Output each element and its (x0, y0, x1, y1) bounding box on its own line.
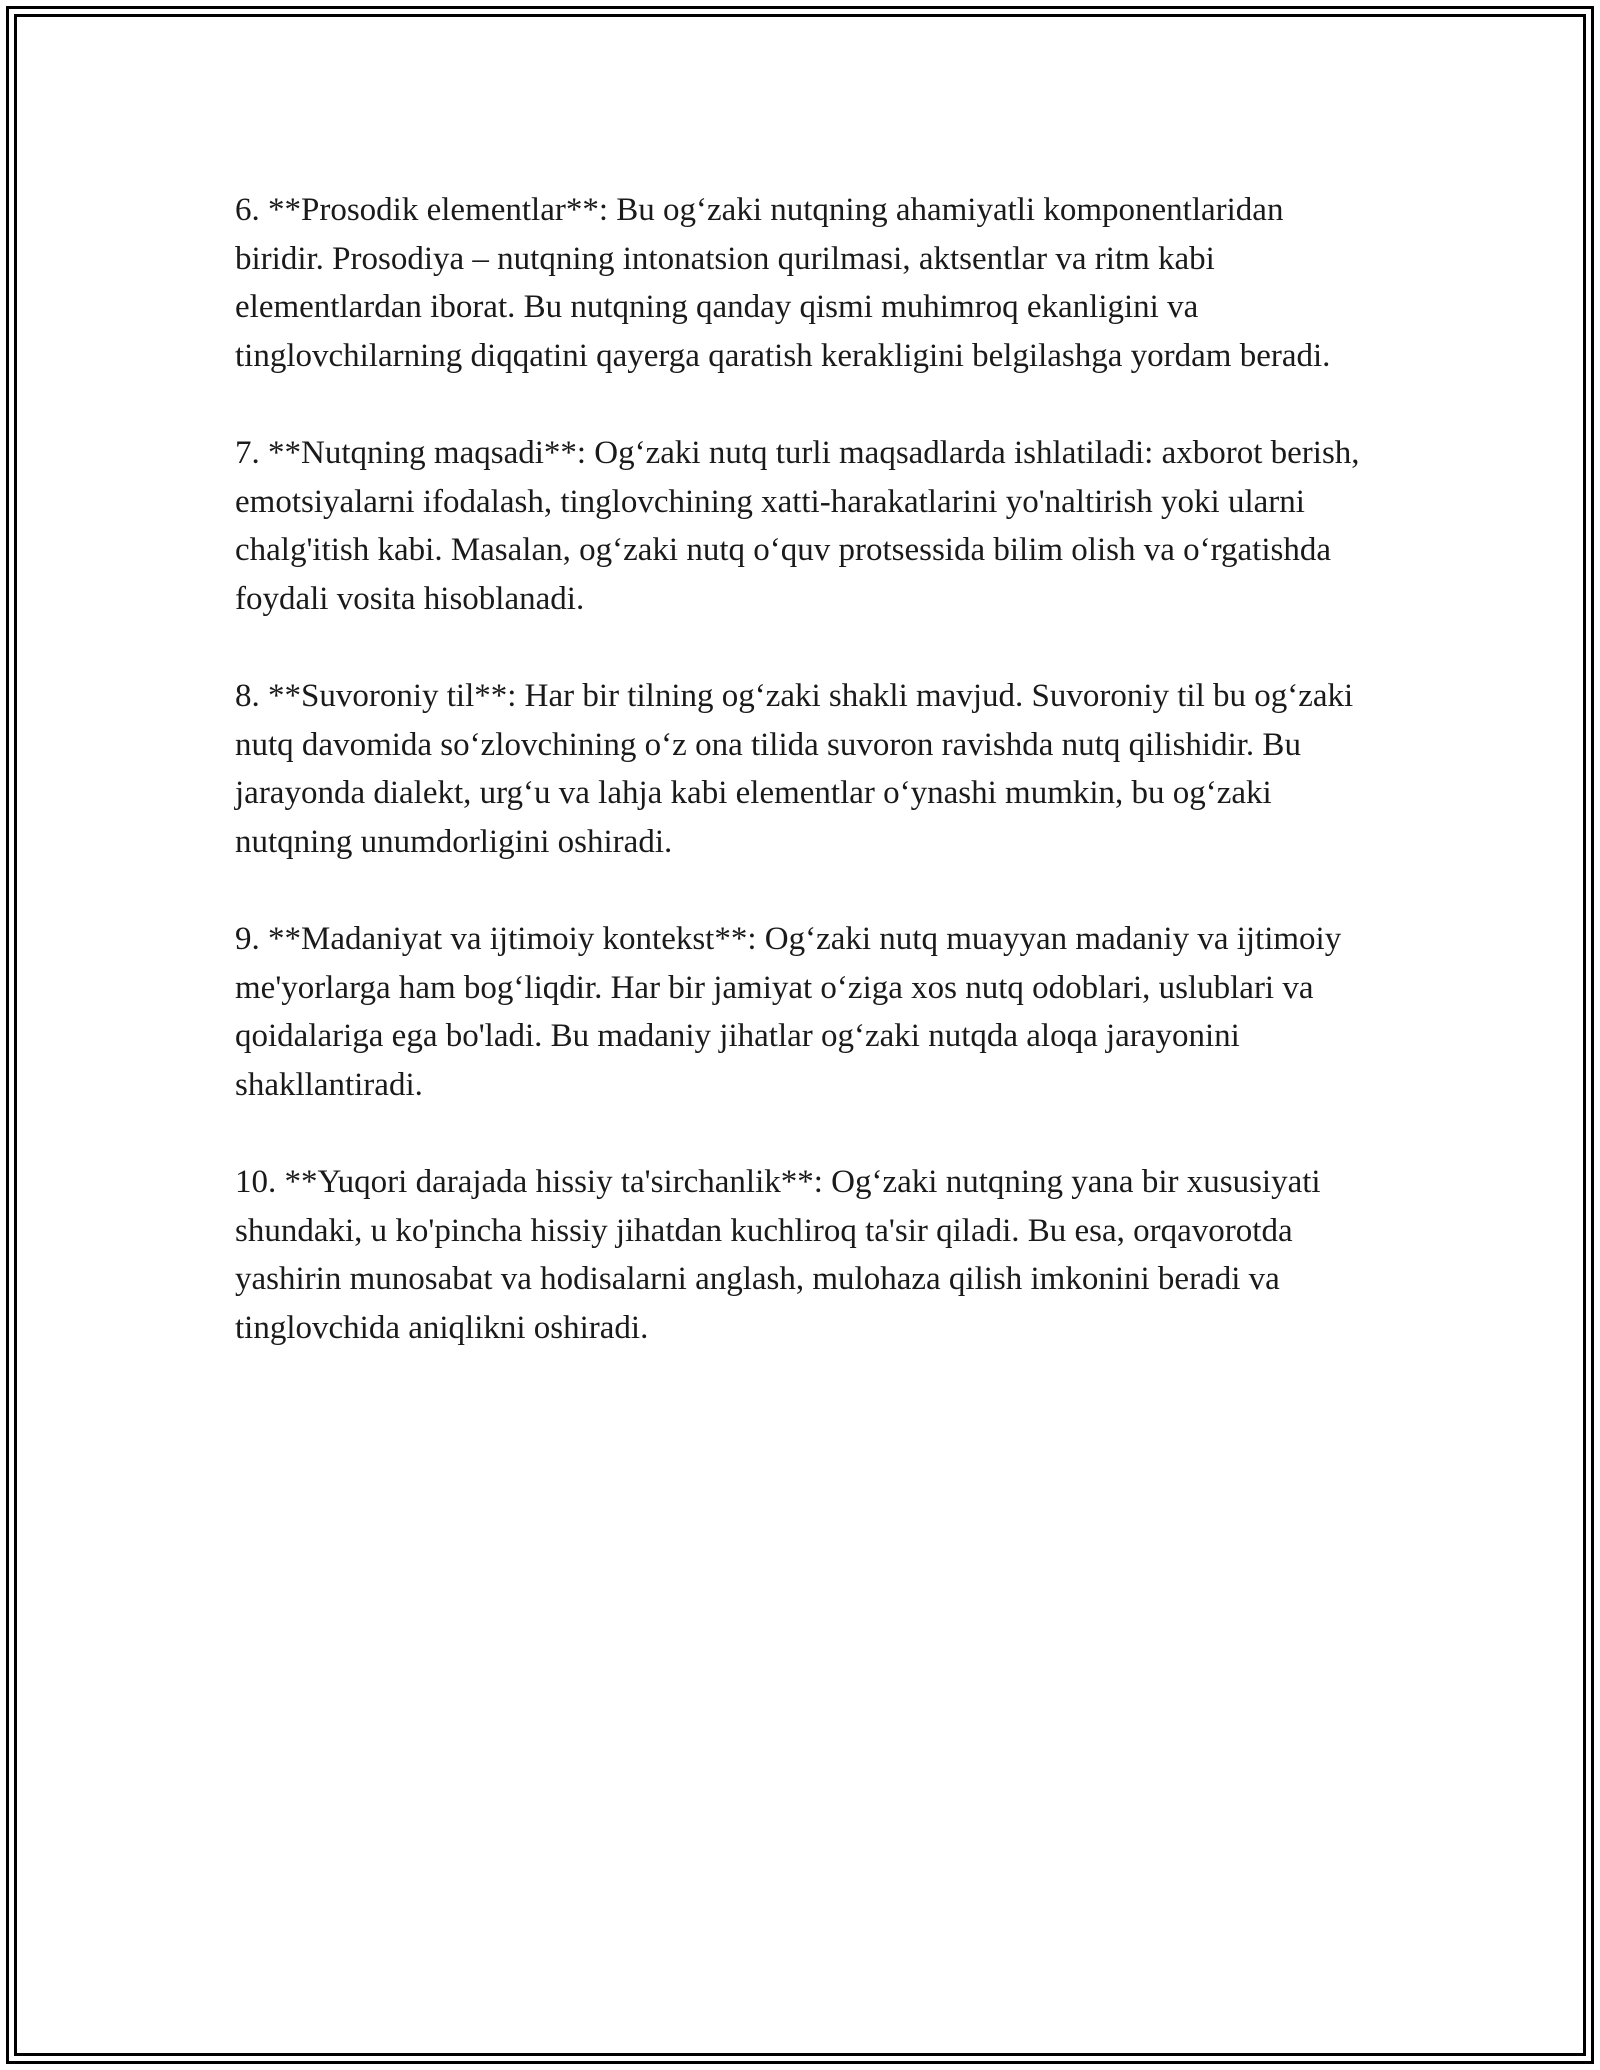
paragraph-8-suvoroniy-til: 8. **Suvoroniy til**: Har bir tilning og‘zaki shakli mavjud. Suvoroniy til bu og‘zaki nutq davomida so‘zlovchining o‘z ona tilida suvoron ravishda nutq qilishidir. Bu jarayonda dialekt, urg‘u va lahja kabi elementlar o‘ynashi mumkin, bu og‘zaki nutqning unumdorligini oshiradi. (235, 678, 1354, 860)
paragraph-6-prosodik-elementlar: 6. **Prosodik elementlar**: Bu og‘zaki nutqning ahamiyatli komponentlaridan biridir. Prosodiya – nutqning intonatsion qurilmasi, aktsentlar va ritm kabi elementlardan iborat. Bu nutqning qanday qismi muhimroq ekanligini va tinglovchilarning diqqatini qayerga qaratish kerakligini belgilashga yordam beradi. (235, 192, 1331, 374)
document-body (235, 186, 1365, 1401)
paragraph-7-nutqning-maqsadi: 7. **Nutqning maqsadi**: Og‘zaki nutq turli maqsadlarda ishlatiladi: axborot berish, emotsiyalarni ifodalash, tinglovchining xatti-harakatlarini yo'naltirish yoki ularni chalg'itish kabi. Masalan, og‘zaki nutq o‘quv protsessida bilim olish va o‘rgatishda foydali vosita hisoblanadi. (235, 435, 1360, 617)
paragraph-9-madaniyat: 9. **Madaniyat va ijtimoiy kontekst**: Og‘zaki nutq muayyan madaniy va ijtimoiy me'yorlarga ham bog‘liqdir. Har bir jamiyat o‘ziga xos nutq odoblari, uslublari va qoidalariga ega bo'ladi. Bu madaniy jihatlar og‘zaki nutqda aloqa jarayonini shakllantiradi. (235, 921, 1342, 1103)
paragraph-10-hissiy-tasirchanlik: 10. **Yuqori darajada hissiy ta'sirchanlik**: Og‘zaki nutqning yana bir xususiyati shundaki, u ko'pincha hissiy jihatdan kuchliroq ta'sir qiladi. Bu esa, orqavorotda yashirin munosabat va hodisalarni anglash, mulohaza qilish imkonini beradi va tinglovchida aniqlikni oshiradi. (235, 1164, 1321, 1346)
